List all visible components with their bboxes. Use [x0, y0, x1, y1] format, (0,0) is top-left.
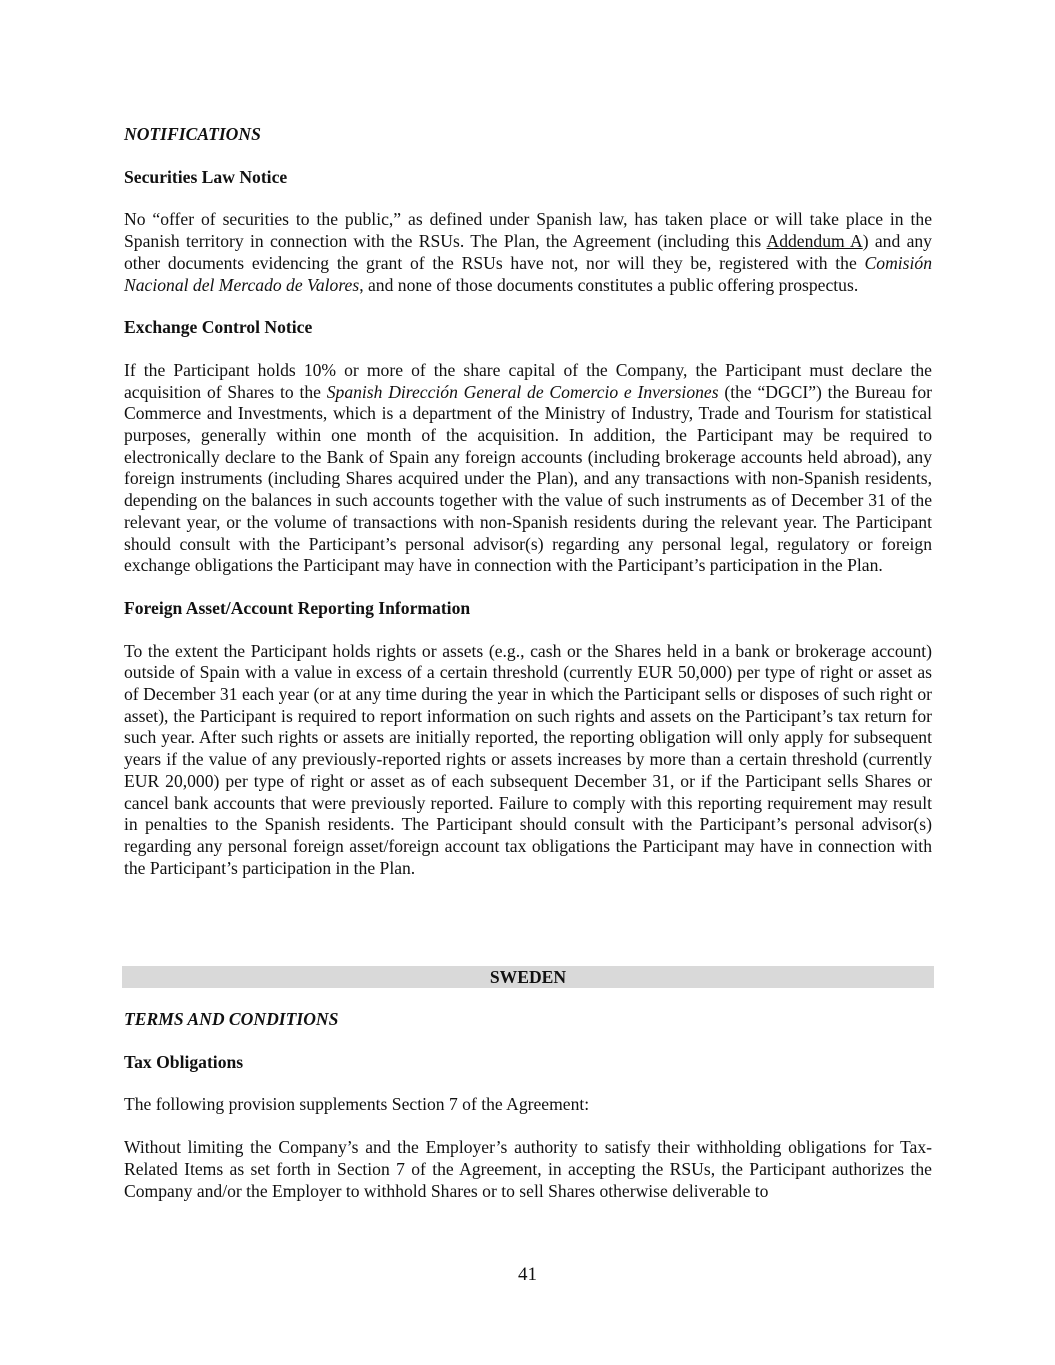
exchange-control-notice-paragraph	[124, 360, 932, 577]
exchange-text-part-2: (the “DGCI”) the Bureau for Commerce and Investments, which is a department of the Ministry of Industry, Trade and Tourism for statistical purposes, generally within one month of the acquisition. In addition, the Participant may be required to electronically declare to the Bank of Spain any foreign accounts (including brokerage accounts held abroad), any foreign instruments (including Shares acquired under the Plan), and any transactions with non-Spanish residents, depending on the balances in such accounts together with the value of such instruments as of December 31 of the relevant year, or the volume of transactions with non-Spanish residents during the relevant year. The Participant should consult with the Participant’s personal advisor(s) regarding any personal legal, regulatory or foreign exchange obligations the Participant may have in connection with the Participant’s participation in the Plan.	[124, 381, 932, 576]
securities-text-part-1: No “offer of securities to the public,” as defined under Spanish law, has taken place or will take place in the Spanish territory in connection with the RSUs. The Plan, the Agreement (including this	[124, 209, 932, 252]
cnmv-name: Comisión Nacional del Mercado de Valores	[124, 252, 932, 295]
terms-and-conditions-heading: TERMS AND CONDITIONS	[124, 1009, 339, 1029]
document-body	[124, 124, 932, 900]
tax-obligations-intro: The following provision supplements Section 7 of the Agreement:	[124, 1094, 590, 1115]
dgci-name: Spanish Dirección General de Comercio e Inversiones	[326, 381, 719, 402]
securities-law-notice-paragraph	[124, 209, 932, 296]
tax-obligations-title: Tax Obligations	[124, 1051, 244, 1072]
exchange-text-part-1: If the Participant holds 10% or more of the share capital of the Company, the Participant must declare the acquisition of Shares to the	[124, 359, 932, 402]
securities-text-part-2: ) and any other documents evidencing the grant of the RSUs have not, nor will they be, registered with the	[124, 231, 932, 273]
securities-law-notice-title: Securities Law Notice	[124, 166, 288, 187]
exchange-control-notice-title: Exchange Control Notice	[124, 317, 313, 338]
notifications-heading: NOTIFICATIONS	[124, 124, 261, 144]
sweden-country-banner: SWEDEN	[122, 966, 934, 988]
page-number: 41	[518, 1264, 537, 1285]
foreign-asset-reporting-title: Foreign Asset/Account Reporting Information	[124, 597, 471, 618]
foreign-asset-reporting-paragraph: To the extent the Participant holds rights or assets (e.g., cash or the Shares held in a bank or brokerage account) outside of Spain with a value in excess of a certain threshold (currently EUR 50,000) per type of right or asset as of December 31 each year (or at any time during the year in which the Participant sells or disposes of such right or asset), the Participant is required to report information on such rights and assets on the Participant’s tax return for such year. After such rights or assets are initially reported, the reporting obligation will only apply for subsequent years if the value of any previously-reported rights or assets increases by more than a certain threshold (currently EUR 20,000) per type of right or asset as of each subsequent December 31, or if the Participant sells Shares or cancel bank accounts that were previously reported. Failure to comply with this reporting requirement may result in penalties to the Spanish residents. The Participant should consult with the Participant’s personal advisor(s) regarding any personal foreign asset/foreign account tax obligations the Participant may have in connection with the Participant’s participation in the Plan.	[124, 640, 932, 878]
sweden-section	[124, 1009, 932, 1223]
tax-obligations-paragraph: Without limiting the Company’s and the Employer’s authority to satisfy their withholding obligations for Tax-Related Items as set forth in Section 7 of the Agreement, in accepting the RSUs, the Participant authorizes the Company and/or the Employer to withhold Shares or to sell Shares otherwise deliverable to	[124, 1137, 932, 1201]
securities-text-part-3: , and none of those documents constitutes a public offering prospectus.	[359, 274, 859, 295]
addendum-a-reference: Addendum A	[766, 231, 863, 252]
